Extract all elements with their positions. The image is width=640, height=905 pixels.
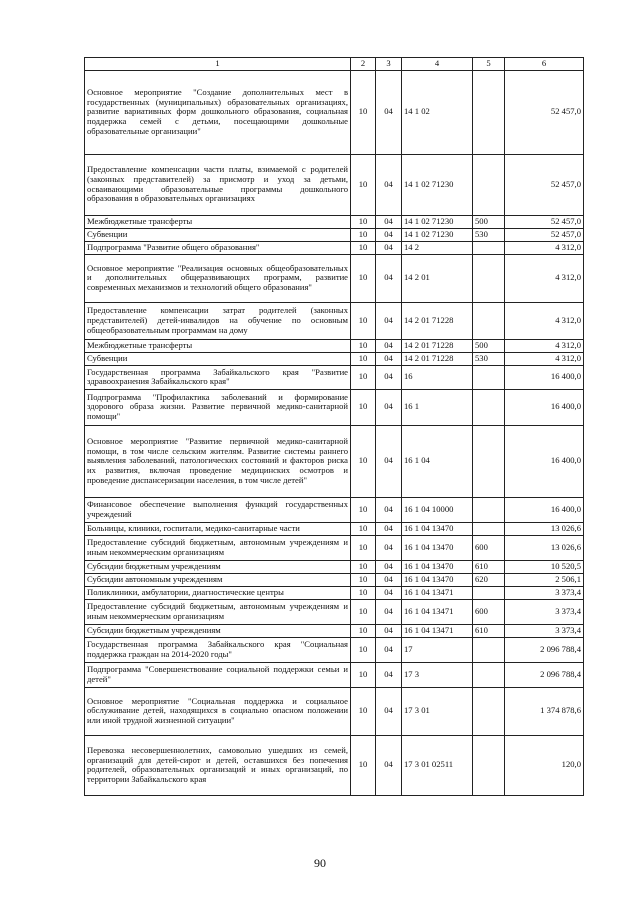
expense-type-cell bbox=[473, 497, 505, 522]
section-cell: 10 bbox=[351, 241, 376, 254]
subsection-cell: 04 bbox=[376, 586, 402, 599]
item-name-cell: Субсидии бюджетным учреждениям bbox=[85, 560, 351, 573]
item-name-cell: Основное мероприятие "Развитие первичной медико-санитарной помощи, в том числе сельским жителям. Развитие системы раннего выявления заболеваний, патологических состояний и факторов риска их развития, включая проведение медицинских осмотров и проведение диспансеризации населения, в том числе детей" bbox=[85, 425, 351, 497]
subsection-cell: 04 bbox=[376, 154, 402, 215]
amount-cell: 2 096 788,4 bbox=[505, 637, 584, 662]
target-article-cell: 16 1 04 bbox=[402, 425, 473, 497]
subsection-cell: 04 bbox=[376, 365, 402, 389]
subsection-cell: 04 bbox=[376, 573, 402, 586]
target-article-cell: 16 bbox=[402, 365, 473, 389]
section-cell: 10 bbox=[351, 425, 376, 497]
section-cell: 10 bbox=[351, 599, 376, 624]
table-row bbox=[85, 624, 584, 637]
target-article-cell: 14 2 01 71228 bbox=[402, 352, 473, 365]
section-cell: 10 bbox=[351, 522, 376, 535]
amount-cell: 2 506,1 bbox=[505, 573, 584, 586]
item-name-cell: Перевозка несовершеннолетних, самовольно ушедших из семей, организаций для детей-сирот и детей, оставшихся без попечения родителей, образовательных организаций и иных организаций, по территории Забайкальского края bbox=[85, 735, 351, 795]
item-name-cell: Государственная программа Забайкальского края "Развитие здравоохранения Забайкальского края" bbox=[85, 365, 351, 389]
section-cell: 10 bbox=[351, 352, 376, 365]
section-cell: 10 bbox=[351, 254, 376, 302]
item-name-cell: Субсидии бюджетным учреждениям bbox=[85, 624, 351, 637]
amount-cell: 16 400,0 bbox=[505, 425, 584, 497]
expense-type-cell: 610 bbox=[473, 624, 505, 637]
header-row bbox=[85, 58, 584, 71]
header-cell: 5 bbox=[473, 58, 505, 71]
amount-cell: 1 374 878,6 bbox=[505, 687, 584, 735]
expense-type-cell bbox=[473, 735, 505, 795]
item-name-cell: Подпрограмма "Совершенствование социальной поддержки семьи и детей" bbox=[85, 662, 351, 687]
table-row bbox=[85, 637, 584, 662]
subsection-cell: 04 bbox=[376, 522, 402, 535]
amount-cell: 16 400,0 bbox=[505, 365, 584, 389]
item-name-cell: Субвенции bbox=[85, 352, 351, 365]
subsection-cell: 04 bbox=[376, 241, 402, 254]
subsection-cell: 04 bbox=[376, 254, 402, 302]
section-cell: 10 bbox=[351, 228, 376, 241]
expense-type-cell bbox=[473, 365, 505, 389]
table-row bbox=[85, 389, 584, 425]
target-article-cell: 14 1 02 71230 bbox=[402, 154, 473, 215]
item-name-cell: Основное мероприятие "Социальная поддержка и социальное обслуживание детей, находящихся в социально опасном положении или иной трудной жизненной ситуации" bbox=[85, 687, 351, 735]
section-cell: 10 bbox=[351, 497, 376, 522]
table-row bbox=[85, 586, 584, 599]
target-article-cell: 14 2 bbox=[402, 241, 473, 254]
section-cell: 10 bbox=[351, 586, 376, 599]
item-name-cell: Предоставление субсидий бюджетным, автономным учреждениям и иным некоммерческим организациям bbox=[85, 535, 351, 560]
table-row bbox=[85, 241, 584, 254]
section-cell: 10 bbox=[351, 70, 376, 154]
section-cell: 10 bbox=[351, 535, 376, 560]
amount-cell: 52 457,0 bbox=[505, 215, 584, 228]
table-row bbox=[85, 535, 584, 560]
expense-type-cell bbox=[473, 637, 505, 662]
section-cell: 10 bbox=[351, 389, 376, 425]
subsection-cell: 04 bbox=[376, 352, 402, 365]
subsection-cell: 04 bbox=[376, 339, 402, 352]
subsection-cell: 04 bbox=[376, 687, 402, 735]
expense-type-cell bbox=[473, 522, 505, 535]
subsection-cell: 04 bbox=[376, 735, 402, 795]
budget-table bbox=[84, 57, 584, 796]
target-article-cell: 16 1 04 13470 bbox=[402, 560, 473, 573]
table-row bbox=[85, 425, 584, 497]
section-cell: 10 bbox=[351, 735, 376, 795]
target-article-cell: 16 1 04 13471 bbox=[402, 624, 473, 637]
subsection-cell: 04 bbox=[376, 662, 402, 687]
section-cell: 10 bbox=[351, 687, 376, 735]
expense-type-cell: 600 bbox=[473, 599, 505, 624]
amount-cell: 120,0 bbox=[505, 735, 584, 795]
header-cell: 2 bbox=[351, 58, 376, 71]
subsection-cell: 04 bbox=[376, 425, 402, 497]
table-row bbox=[85, 573, 584, 586]
amount-cell: 52 457,0 bbox=[505, 154, 584, 215]
section-cell: 10 bbox=[351, 573, 376, 586]
amount-cell: 4 312,0 bbox=[505, 352, 584, 365]
expense-type-cell: 610 bbox=[473, 560, 505, 573]
table-row bbox=[85, 352, 584, 365]
header-cell: 1 bbox=[85, 58, 351, 71]
target-article-cell: 16 1 04 13471 bbox=[402, 586, 473, 599]
target-article-cell: 14 2 01 71228 bbox=[402, 302, 473, 339]
subsection-cell: 04 bbox=[376, 535, 402, 560]
target-article-cell: 14 1 02 bbox=[402, 70, 473, 154]
subsection-cell: 04 bbox=[376, 497, 402, 522]
table-row bbox=[85, 339, 584, 352]
item-name-cell: Поликлиники, амбулатории, диагностические центры bbox=[85, 586, 351, 599]
expense-type-cell: 500 bbox=[473, 339, 505, 352]
item-name-cell: Подпрограмма "Развитие общего образования" bbox=[85, 241, 351, 254]
amount-cell: 3 373,4 bbox=[505, 624, 584, 637]
target-article-cell: 16 1 04 13470 bbox=[402, 522, 473, 535]
expense-type-cell: 530 bbox=[473, 228, 505, 241]
page-number: 90 bbox=[314, 856, 326, 870]
target-article-cell: 16 1 04 10000 bbox=[402, 497, 473, 522]
header-cell: 6 bbox=[505, 58, 584, 71]
amount-cell: 2 096 788,4 bbox=[505, 662, 584, 687]
item-name-cell: Предоставление компенсации части платы, взимаемой с родителей (законных представителей) за присмотр и уход за детьми, осваивающими образовательные программы дошкольного образования в образовательных организациях bbox=[85, 154, 351, 215]
expense-type-cell bbox=[473, 586, 505, 599]
expense-type-cell bbox=[473, 70, 505, 154]
item-name-cell: Предоставление компенсации затрат родителей (законных представителей) детей-инвалидов на обучение по основным общеобразовательным программам на дому bbox=[85, 302, 351, 339]
target-article-cell: 17 3 bbox=[402, 662, 473, 687]
table-row bbox=[85, 662, 584, 687]
table-row bbox=[85, 365, 584, 389]
subsection-cell: 04 bbox=[376, 624, 402, 637]
section-cell: 10 bbox=[351, 339, 376, 352]
section-cell: 10 bbox=[351, 560, 376, 573]
amount-cell: 52 457,0 bbox=[505, 228, 584, 241]
item-name-cell: Межбюджетные трансферты bbox=[85, 215, 351, 228]
amount-cell: 3 373,4 bbox=[505, 599, 584, 624]
table-body bbox=[85, 70, 584, 795]
expense-type-cell: 500 bbox=[473, 215, 505, 228]
target-article-cell: 14 2 01 bbox=[402, 254, 473, 302]
target-article-cell: 16 1 04 13470 bbox=[402, 535, 473, 560]
amount-cell: 13 026,6 bbox=[505, 522, 584, 535]
expense-type-cell bbox=[473, 302, 505, 339]
target-article-cell: 16 1 04 13471 bbox=[402, 599, 473, 624]
expense-type-cell: 620 bbox=[473, 573, 505, 586]
target-article-cell: 16 1 04 13470 bbox=[402, 573, 473, 586]
header-cell: 3 bbox=[376, 58, 402, 71]
section-cell: 10 bbox=[351, 215, 376, 228]
subsection-cell: 04 bbox=[376, 215, 402, 228]
target-article-cell: 17 3 01 02511 bbox=[402, 735, 473, 795]
section-cell: 10 bbox=[351, 637, 376, 662]
subsection-cell: 04 bbox=[376, 637, 402, 662]
item-name-cell: Финансовое обеспечение выполнения функций государственных учреждений bbox=[85, 497, 351, 522]
amount-cell: 4 312,0 bbox=[505, 302, 584, 339]
expense-type-cell bbox=[473, 154, 505, 215]
subsection-cell: 04 bbox=[376, 560, 402, 573]
table-row bbox=[85, 215, 584, 228]
amount-cell: 4 312,0 bbox=[505, 241, 584, 254]
expense-type-cell bbox=[473, 425, 505, 497]
amount-cell: 13 026,6 bbox=[505, 535, 584, 560]
table-row bbox=[85, 560, 584, 573]
expense-type-cell bbox=[473, 389, 505, 425]
subsection-cell: 04 bbox=[376, 389, 402, 425]
table-row bbox=[85, 735, 584, 795]
section-cell: 10 bbox=[351, 662, 376, 687]
item-name-cell: Межбюджетные трансферты bbox=[85, 339, 351, 352]
amount-cell: 16 400,0 bbox=[505, 389, 584, 425]
table-row bbox=[85, 154, 584, 215]
header-cell: 4 bbox=[402, 58, 473, 71]
amount-cell: 10 520,5 bbox=[505, 560, 584, 573]
amount-cell: 4 312,0 bbox=[505, 339, 584, 352]
section-cell: 10 bbox=[351, 302, 376, 339]
amount-cell: 4 312,0 bbox=[505, 254, 584, 302]
subsection-cell: 04 bbox=[376, 599, 402, 624]
table-row bbox=[85, 228, 584, 241]
section-cell: 10 bbox=[351, 624, 376, 637]
table-row bbox=[85, 687, 584, 735]
item-name-cell: Подпрограмма "Профилактика заболеваний и формирование здорового образа жизни. Развитие первичной медико-санитарной помощи" bbox=[85, 389, 351, 425]
item-name-cell: Субвенции bbox=[85, 228, 351, 241]
item-name-cell: Субсидии автономным учреждениям bbox=[85, 573, 351, 586]
table-row bbox=[85, 599, 584, 624]
amount-cell: 3 373,4 bbox=[505, 586, 584, 599]
expense-type-cell bbox=[473, 254, 505, 302]
target-article-cell: 16 1 bbox=[402, 389, 473, 425]
section-cell: 10 bbox=[351, 365, 376, 389]
item-name-cell: Основное мероприятие "Реализация основных общеобразовательных и дополнительных общеразвивающих программ, развитие современных механизмов и технологий общего образования" bbox=[85, 254, 351, 302]
expense-type-cell bbox=[473, 662, 505, 687]
target-article-cell: 14 1 02 71230 bbox=[402, 228, 473, 241]
subsection-cell: 04 bbox=[376, 70, 402, 154]
section-cell: 10 bbox=[351, 154, 376, 215]
target-article-cell: 14 1 02 71230 bbox=[402, 215, 473, 228]
item-name-cell: Государственная программа Забайкальского края "Социальная поддержка граждан на 2014-2020 годы" bbox=[85, 637, 351, 662]
expense-type-cell bbox=[473, 241, 505, 254]
subsection-cell: 04 bbox=[376, 228, 402, 241]
expense-type-cell: 530 bbox=[473, 352, 505, 365]
table-row bbox=[85, 497, 584, 522]
item-name-cell: Больницы, клиники, госпитали, медико-санитарные части bbox=[85, 522, 351, 535]
item-name-cell: Предоставление субсидий бюджетным, автономным учреждениям и иным некоммерческим организациям bbox=[85, 599, 351, 624]
table-row bbox=[85, 522, 584, 535]
target-article-cell: 17 bbox=[402, 637, 473, 662]
target-article-cell: 14 2 01 71228 bbox=[402, 339, 473, 352]
amount-cell: 16 400,0 bbox=[505, 497, 584, 522]
amount-cell: 52 457,0 bbox=[505, 70, 584, 154]
item-name-cell: Основное мероприятие "Создание дополнительных мест в государственных (муниципальных) образовательных организациях, развитие вариативных форм дошкольного образования, социальная поддержка семей с детьми, посещающими дошкольные образовательные организации" bbox=[85, 70, 351, 154]
table-row bbox=[85, 70, 584, 154]
expense-type-cell bbox=[473, 687, 505, 735]
expense-type-cell: 600 bbox=[473, 535, 505, 560]
target-article-cell: 17 3 01 bbox=[402, 687, 473, 735]
table-row bbox=[85, 302, 584, 339]
table-row bbox=[85, 254, 584, 302]
subsection-cell: 04 bbox=[376, 302, 402, 339]
